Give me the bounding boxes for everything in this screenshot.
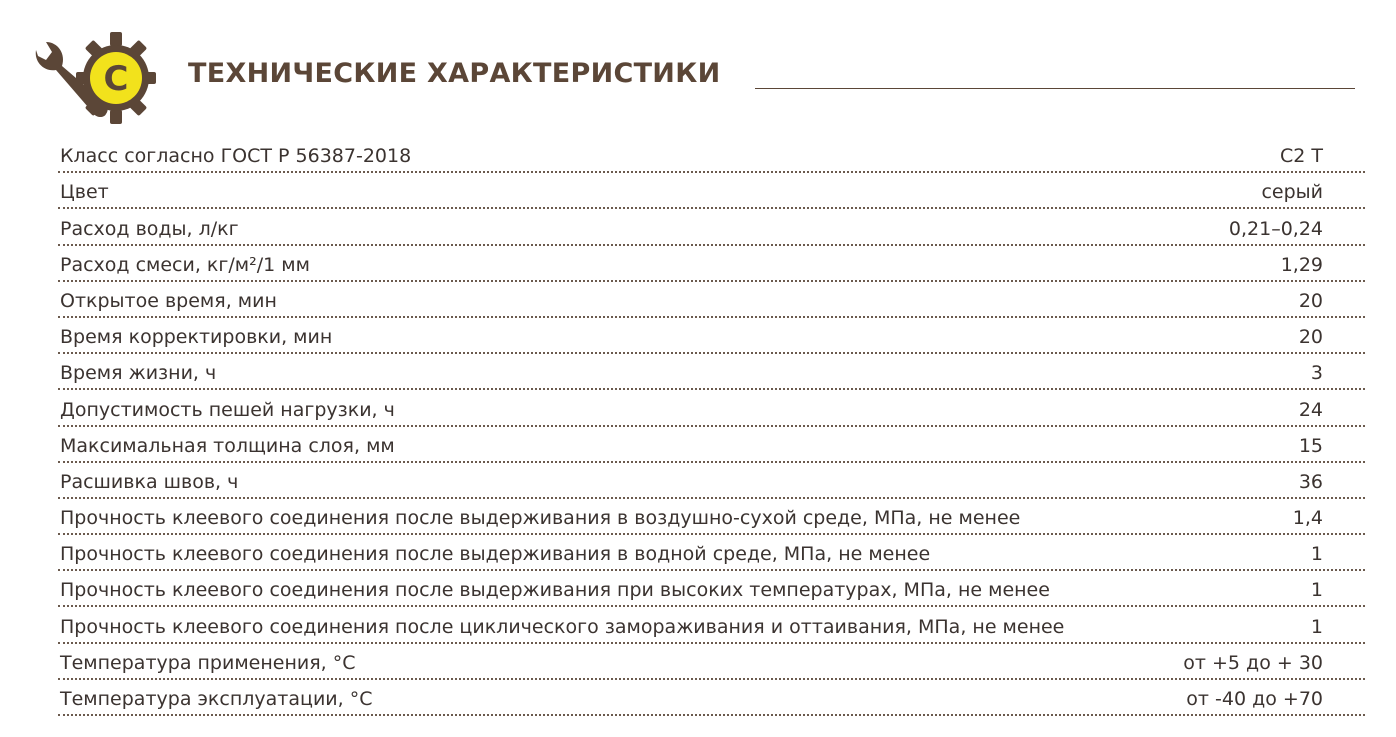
spec-label: Температура применения, °С — [60, 651, 356, 674]
spec-row — [58, 318, 1365, 354]
spec-value: 1,4 — [1292, 507, 1323, 530]
spec-row — [58, 680, 1365, 716]
spec-value: 20 — [1298, 289, 1323, 312]
specifications-table — [58, 137, 1365, 716]
spec-value: от +5 до + 30 — [1183, 651, 1323, 674]
spec-row — [58, 607, 1365, 643]
spec-label: Класс согласно ГОСТ Р 56387-2018 — [60, 145, 412, 168]
spec-value: 1,29 — [1280, 253, 1323, 276]
spec-value: серый — [1261, 181, 1323, 204]
spec-value: 0,21–0,24 — [1228, 217, 1323, 240]
spec-value: 1 — [1310, 579, 1323, 602]
spec-label: Открытое время, мин — [60, 289, 277, 312]
spec-value: 15 — [1298, 434, 1323, 457]
svg-text:С: С — [103, 59, 129, 99]
spec-label: Прочность клеевого соединения после выдерживания в воздушно-сухой среде, МПа, не менее — [60, 507, 1021, 530]
spec-label: Прочность клеевого соединения после выдерживания при высоких температурах, МПа, не менее — [60, 579, 1050, 602]
spec-row — [58, 571, 1365, 607]
spec-label: Допустимость пешей нагрузки, ч — [60, 398, 395, 421]
spec-row — [58, 209, 1365, 245]
page-title: ТЕХНИЧЕСКИЕ ХАРАКТЕРИСТИКИ — [188, 58, 721, 89]
spec-label: Цвет — [60, 181, 109, 204]
spec-label: Время жизни, ч — [60, 362, 217, 385]
spec-row — [58, 427, 1365, 463]
spec-label: Расход воды, л/кг — [60, 217, 239, 240]
spec-value: 36 — [1298, 470, 1323, 493]
brand-logo — [30, 28, 160, 128]
spec-label: Прочность клеевого соединения после выдерживания в водной среде, МПа, не менее — [60, 543, 931, 566]
spec-row — [58, 282, 1365, 318]
wrench-gear-c-logo-icon — [30, 28, 160, 128]
spec-row — [58, 137, 1365, 173]
title-divider — [755, 88, 1355, 89]
spec-row — [58, 354, 1365, 390]
spec-value: 1 — [1310, 615, 1323, 638]
spec-label: Прочность клеевого соединения после циклического замораживания и оттаивания, МПа, не менее — [60, 615, 1065, 638]
spec-value: 20 — [1298, 326, 1323, 349]
spec-label: Время корректировки, мин — [60, 326, 333, 349]
spec-row — [58, 463, 1365, 499]
spec-label: Температура эксплуатации, °С — [60, 688, 373, 710]
spec-label: Расшивка швов, ч — [60, 470, 239, 493]
spec-value: С2 Т — [1279, 145, 1323, 168]
spec-row — [58, 499, 1365, 535]
spec-row — [58, 173, 1365, 209]
spec-row — [58, 390, 1365, 426]
spec-row — [58, 535, 1365, 571]
spec-value: 1 — [1310, 543, 1323, 566]
spec-value: от -40 до +70 — [1186, 688, 1323, 710]
spec-label: Максимальная толщина слоя, мм — [60, 434, 395, 457]
spec-label: Расход смеси, кг/м²/1 мм — [60, 253, 310, 276]
spec-value: 3 — [1310, 362, 1323, 385]
spec-row — [58, 246, 1365, 282]
spec-row — [58, 644, 1365, 680]
spec-value: 24 — [1298, 398, 1323, 421]
